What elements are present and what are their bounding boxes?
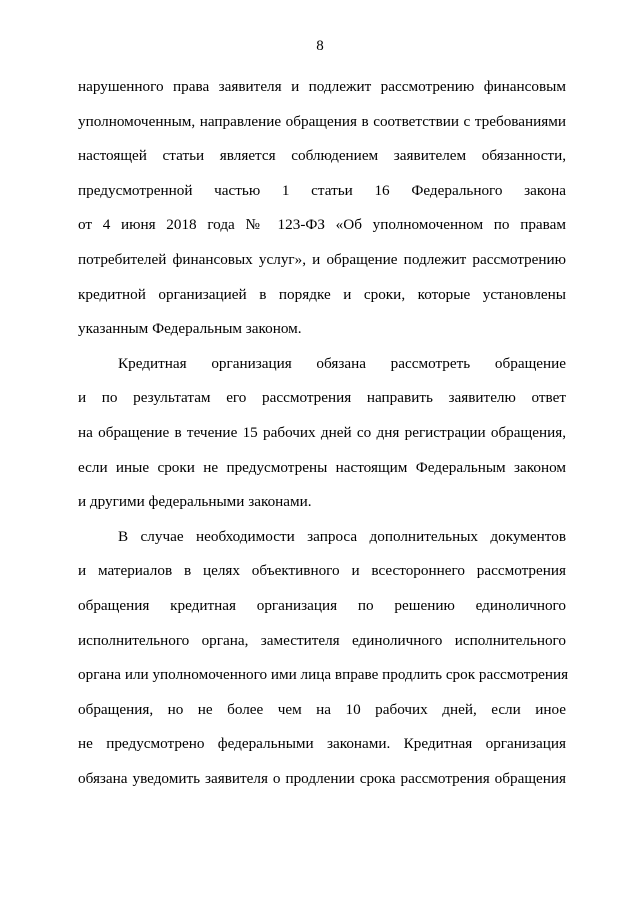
page-number: 8 [316,38,324,54]
paragraph-1 [78,70,566,347]
text-line: обращения, но не более чем на 10 рабочих дней, если иное [78,700,566,718]
text-line: кредитной организацией в порядке и сроки, которые установлены [78,285,566,303]
text-line: нарушенного права заявителя и подлежит рассмотрению финансовым [78,78,566,95]
text-line: от 4 июня 2018 года № 123-ФЗ «Об уполномоченном по правам [78,216,566,234]
text-line: исполнительного органа, заместителя единоличного исполнительного [78,631,566,649]
paragraph-3 [78,520,569,797]
text-line: потребителей финансовых услуг», и обращение подлежит рассмотрению [78,250,566,268]
text-line: уполномоченным, направление обращения в соответствии с требованиями [78,112,566,130]
document-body [78,70,569,796]
text-line: Кредитная организация обязана рассмотреть обращение [118,354,566,372]
text-line: и по результатам его рассмотрения направить заявителю ответ [78,389,566,407]
text-line: обязана уведомить заявителя о продлении срока рассмотрения обращения [78,769,566,787]
text-line: если иные сроки не предусмотрены настоящим Федеральным законом [78,458,566,476]
text-line: и другими федеральными законами. [78,493,312,511]
text-line: обращения кредитная организация по решению единоличного [78,596,566,614]
text-line: В случае необходимости запроса дополнительных документов [118,527,566,545]
text-line: указанным Федеральным законом. [78,320,302,338]
paragraph-2 [78,347,566,520]
text-line: органа или уполномоченного ими лица вправе продлить срок рассмотрения [78,666,569,684]
text-line: и материалов в целях объективного и всестороннего рассмотрения [78,562,566,580]
text-line: настоящей статьи является соблюдением заявителем обязанности, [78,147,566,165]
text-line: не предусмотрено федеральными законами. Кредитная организация [78,735,566,753]
text-line: на обращение в течение 15 рабочих дней со дня регистрации обращения, [78,423,566,441]
text-line: предусмотренной частью 1 статьи 16 Федерального закона [78,181,566,199]
